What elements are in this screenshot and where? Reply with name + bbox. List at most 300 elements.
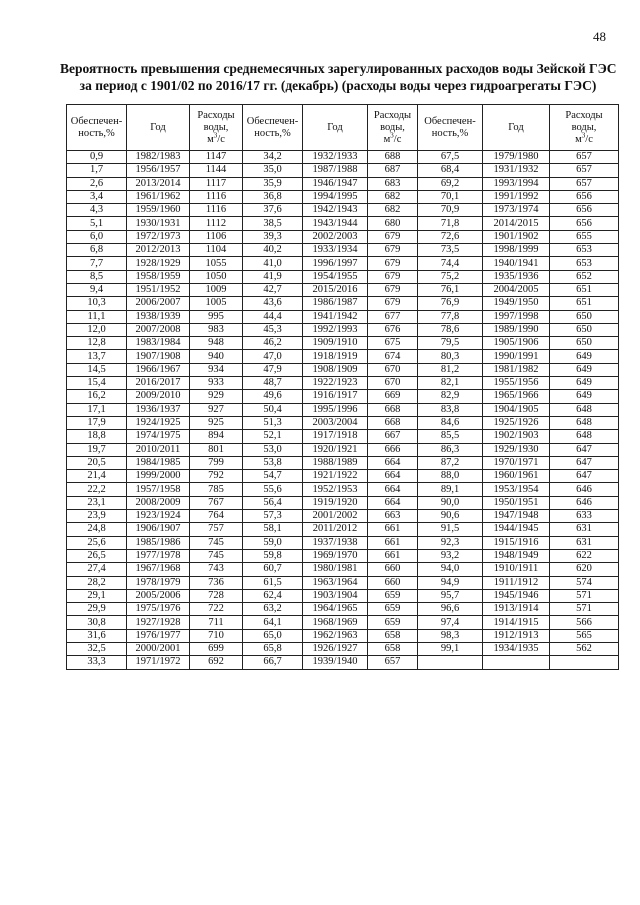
probability-cell: 48,7	[243, 377, 303, 390]
year-cell: 1948/1949	[483, 549, 550, 562]
probability-cell: 8,5	[67, 270, 127, 283]
table-row	[67, 350, 619, 363]
probability-cell: 86,3	[418, 443, 483, 456]
flow-cell: 1055	[190, 257, 243, 270]
year-cell: 1908/1909	[303, 363, 368, 376]
table-row	[67, 523, 619, 536]
year-cell: 1926/1927	[303, 642, 368, 655]
table-row	[67, 244, 619, 257]
probability-cell: 91,5	[418, 523, 483, 536]
probability-cell: 18,8	[67, 430, 127, 443]
year-cell: 1914/1915	[483, 616, 550, 629]
year-cell: 1936/1937	[127, 403, 190, 416]
flow-cell: 722	[190, 603, 243, 616]
flow-cell: 688	[368, 151, 418, 164]
flow-cell: 648	[550, 416, 619, 429]
probability-cell: 57,3	[243, 510, 303, 523]
probability-cell: 90,0	[418, 496, 483, 509]
year-cell: 1913/1914	[483, 603, 550, 616]
flow-cell: 647	[550, 456, 619, 469]
probability-cell: 12,0	[67, 323, 127, 336]
year-cell: 2011/2012	[303, 523, 368, 536]
year-cell: 1959/1960	[127, 204, 190, 217]
flow-cell: 1116	[190, 204, 243, 217]
probability-cell: 72,6	[418, 230, 483, 243]
year-cell: 1974/1975	[127, 430, 190, 443]
year-cell: 1986/1987	[303, 297, 368, 310]
table-row	[67, 151, 619, 164]
flow-cell: 657	[368, 656, 418, 669]
flow-cell: 745	[190, 536, 243, 549]
year-cell: 1969/1970	[303, 549, 368, 562]
probability-cell: 6,0	[67, 230, 127, 243]
probability-cell: 36,8	[243, 190, 303, 203]
year-cell: 1928/1929	[127, 257, 190, 270]
flow-cell: 657	[550, 177, 619, 190]
flow-cell: 670	[368, 377, 418, 390]
flow-cell: 668	[368, 416, 418, 429]
year-cell: 1924/1925	[127, 416, 190, 429]
probability-cell: 95,7	[418, 589, 483, 602]
probability-cell: 60,7	[243, 563, 303, 576]
year-cell: 2000/2001	[127, 642, 190, 655]
probability-cell: 81,2	[418, 363, 483, 376]
table-row	[67, 297, 619, 310]
flow-cell: 983	[190, 323, 243, 336]
table-row	[67, 337, 619, 350]
year-cell: 1951/1952	[127, 283, 190, 296]
year-cell: 1964/1965	[303, 603, 368, 616]
year-cell: 1960/1961	[483, 470, 550, 483]
probability-cell: 35,9	[243, 177, 303, 190]
flow-cell: 679	[368, 283, 418, 296]
year-cell: 1911/1912	[483, 576, 550, 589]
year-cell: 1916/1917	[303, 390, 368, 403]
flow-cell: 1144	[190, 164, 243, 177]
flow-cell: 934	[190, 363, 243, 376]
table-row	[67, 430, 619, 443]
probability-cell: 83,8	[418, 403, 483, 416]
title-line-1: Вероятность превышения среднемесячных зарегулированных расходов воды Зейской ГЭС	[60, 61, 617, 76]
probability-cell: 34,2	[243, 151, 303, 164]
year-cell: 1942/1943	[303, 204, 368, 217]
year-cell: 1939/1940	[303, 656, 368, 669]
year-cell: 1927/1928	[127, 616, 190, 629]
table-row	[67, 390, 619, 403]
flow-cell: 680	[368, 217, 418, 230]
probability-cell: 94,9	[418, 576, 483, 589]
header-probability: Обеспечен- ность,%	[243, 105, 303, 151]
year-cell: 1990/1991	[483, 350, 550, 363]
year-cell: 1935/1936	[483, 270, 550, 283]
probability-cell: 74,4	[418, 257, 483, 270]
flow-cell: 925	[190, 416, 243, 429]
probability-cell: 38,5	[243, 217, 303, 230]
probability-cell: 17,9	[67, 416, 127, 429]
year-cell: 2008/2009	[127, 496, 190, 509]
probability-cell: 11,1	[67, 310, 127, 323]
table-row	[67, 377, 619, 390]
flow-cell: 566	[550, 616, 619, 629]
probability-cell: 78,6	[418, 323, 483, 336]
flow-cell: 948	[190, 337, 243, 350]
year-cell: 1985/1986	[127, 536, 190, 549]
probability-cell: 50,4	[243, 403, 303, 416]
probability-cell: 54,7	[243, 470, 303, 483]
flow-cell: 933	[190, 377, 243, 390]
flow-cell: 663	[368, 510, 418, 523]
table-row	[67, 270, 619, 283]
probability-cell: 53,0	[243, 443, 303, 456]
flow-cell: 659	[368, 616, 418, 629]
probability-cell: 20,5	[67, 456, 127, 469]
flow-cell: 1117	[190, 177, 243, 190]
probability-cell: 16,2	[67, 390, 127, 403]
probability-cell: 7,7	[67, 257, 127, 270]
flow-cell: 679	[368, 230, 418, 243]
flow-cell: 646	[550, 496, 619, 509]
flow-cell: 648	[550, 430, 619, 443]
probability-cell: 32,5	[67, 642, 127, 655]
table-body	[67, 151, 619, 670]
year-cell: 1958/1959	[127, 270, 190, 283]
table-row	[67, 323, 619, 336]
year-cell: 1954/1955	[303, 270, 368, 283]
flow-cell: 664	[368, 470, 418, 483]
table-row	[67, 403, 619, 416]
probability-cell: 4,3	[67, 204, 127, 217]
year-cell: 1923/1924	[127, 510, 190, 523]
probability-cell: 41,9	[243, 270, 303, 283]
probability-cell: 79,5	[418, 337, 483, 350]
flow-cell: 677	[368, 310, 418, 323]
year-cell: 1961/1962	[127, 190, 190, 203]
probability-cell: 22,2	[67, 483, 127, 496]
year-cell: 2009/2010	[127, 390, 190, 403]
header-flow: Расходы воды, $м^3/с$	[368, 105, 418, 151]
year-cell: 1912/1913	[483, 629, 550, 642]
probability-cell: 70,9	[418, 204, 483, 217]
flow-cell: 633	[550, 510, 619, 523]
probability-cell: 49,6	[243, 390, 303, 403]
year-cell: 1950/1951	[483, 496, 550, 509]
year-cell: 1933/1934	[303, 244, 368, 257]
flow-cell: 728	[190, 589, 243, 602]
flow-cell: 711	[190, 616, 243, 629]
header-year: Год	[127, 105, 190, 151]
header-probability: Обеспечен- ность,%	[67, 105, 127, 151]
year-cell: 1945/1946	[483, 589, 550, 602]
probability-cell: 82,9	[418, 390, 483, 403]
flow-cell: 656	[550, 204, 619, 217]
probability-cell: 19,7	[67, 443, 127, 456]
flow-cell: 659	[368, 603, 418, 616]
header-flow: Расходы воды, $м^3/с$	[550, 105, 619, 151]
probability-cell: 15,4	[67, 377, 127, 390]
probability-cell: 2,6	[67, 177, 127, 190]
year-cell: 1981/1982	[483, 363, 550, 376]
flow-cell: 649	[550, 377, 619, 390]
year-cell: 2005/2006	[127, 589, 190, 602]
flow-cell: 657	[550, 164, 619, 177]
flow-cell: 710	[190, 629, 243, 642]
flow-cell: 660	[368, 563, 418, 576]
probability-cell: 13,7	[67, 350, 127, 363]
probability-cell: 47,0	[243, 350, 303, 363]
year-cell: 1952/1953	[303, 483, 368, 496]
year-cell: 1938/1939	[127, 310, 190, 323]
flow-cell: 661	[368, 523, 418, 536]
year-cell: 1953/1954	[483, 483, 550, 496]
flow-cell: 646	[550, 483, 619, 496]
probability-cell: 3,4	[67, 190, 127, 203]
probability-cell: 12,8	[67, 337, 127, 350]
probability-cell: 9,4	[67, 283, 127, 296]
probability-cell: 53,8	[243, 456, 303, 469]
probability-cell: 76,9	[418, 297, 483, 310]
probability-cell: 82,1	[418, 377, 483, 390]
table-row	[67, 456, 619, 469]
probability-cell: 65,0	[243, 629, 303, 642]
year-cell: 1918/1919	[303, 350, 368, 363]
year-cell: 1932/1933	[303, 151, 368, 164]
year-cell: 1963/1964	[303, 576, 368, 589]
flow-cell: 687	[368, 164, 418, 177]
year-cell: 1999/2000	[127, 470, 190, 483]
probability-cell: 37,6	[243, 204, 303, 217]
probability-cell: 92,3	[418, 536, 483, 549]
flow-cell: 655	[550, 230, 619, 243]
flow-cell: 736	[190, 576, 243, 589]
flow-cell: 656	[550, 190, 619, 203]
probability-cell: 80,3	[418, 350, 483, 363]
year-cell: 1995/1996	[303, 403, 368, 416]
probability-cell: 62,4	[243, 589, 303, 602]
probability-cell: 59,0	[243, 536, 303, 549]
probability-cell: 56,4	[243, 496, 303, 509]
flow-cell: 692	[190, 656, 243, 669]
flow-cell: 940	[190, 350, 243, 363]
header-flow: Расходы воды, $м^3/с$	[190, 105, 243, 151]
year-cell: 1901/1902	[483, 230, 550, 243]
year-cell: 1934/1935	[483, 642, 550, 655]
year-cell: 1994/1995	[303, 190, 368, 203]
year-cell: 1905/1906	[483, 337, 550, 350]
probability-cell: 61,5	[243, 576, 303, 589]
flow-cell: 767	[190, 496, 243, 509]
table-row	[67, 177, 619, 190]
table-row	[67, 496, 619, 509]
flow-cell: 764	[190, 510, 243, 523]
year-cell: 2016/2017	[127, 377, 190, 390]
flow-cell: 652	[550, 270, 619, 283]
flow-cell: 679	[368, 257, 418, 270]
probability-cell: 1,7	[67, 164, 127, 177]
probability-cell: 67,5	[418, 151, 483, 164]
year-cell: 1917/1918	[303, 430, 368, 443]
year-cell: 1929/1930	[483, 443, 550, 456]
flow-cell: 682	[368, 190, 418, 203]
table-row	[67, 190, 619, 203]
year-cell: 1930/1931	[127, 217, 190, 230]
table-row	[67, 576, 619, 589]
flow-cell: 676	[368, 323, 418, 336]
flow-cell: 661	[368, 536, 418, 549]
table-row	[67, 563, 619, 576]
year-cell: 1998/1999	[483, 244, 550, 257]
year-cell: 1989/1990	[483, 323, 550, 336]
flow-cell: 743	[190, 563, 243, 576]
flow-cell: 649	[550, 363, 619, 376]
probability-cell: 42,7	[243, 283, 303, 296]
year-cell: 2012/2013	[127, 244, 190, 257]
table-row	[67, 603, 619, 616]
year-cell: 1977/1978	[127, 549, 190, 562]
year-cell: 1949/1950	[483, 297, 550, 310]
probability-cell: 24,8	[67, 523, 127, 536]
probability-cell: 31,6	[67, 629, 127, 642]
year-cell: 1920/1921	[303, 443, 368, 456]
table-row	[67, 217, 619, 230]
year-cell: 2015/2016	[303, 283, 368, 296]
year-cell: 2013/2014	[127, 177, 190, 190]
flow-cell: 562	[550, 642, 619, 655]
probability-cell: 98,3	[418, 629, 483, 642]
flow-cell: 657	[550, 151, 619, 164]
probability-cell: 89,1	[418, 483, 483, 496]
table-row	[67, 656, 619, 669]
table-row	[67, 363, 619, 376]
year-cell: 1903/1904	[303, 589, 368, 602]
year-cell: 1979/1980	[483, 151, 550, 164]
year-cell: 1946/1947	[303, 177, 368, 190]
probability-cell: 90,6	[418, 510, 483, 523]
probability-cell: 29,9	[67, 603, 127, 616]
flow-cell: 785	[190, 483, 243, 496]
year-cell: 1987/1988	[303, 164, 368, 177]
table-row	[67, 230, 619, 243]
probability-cell: 93,2	[418, 549, 483, 562]
probability-cell: 5,1	[67, 217, 127, 230]
table-row	[67, 629, 619, 642]
flow-cell: 658	[368, 642, 418, 655]
flow-cell	[550, 656, 619, 669]
table-row	[67, 204, 619, 217]
flow-cell: 649	[550, 350, 619, 363]
probability-cell: 68,4	[418, 164, 483, 177]
probability-cell: 96,6	[418, 603, 483, 616]
flow-cell: 647	[550, 443, 619, 456]
flow-cell: 1106	[190, 230, 243, 243]
table-row	[67, 589, 619, 602]
year-cell: 1956/1957	[127, 164, 190, 177]
probability-cell: 39,3	[243, 230, 303, 243]
year-cell: 1904/1905	[483, 403, 550, 416]
table-row	[67, 549, 619, 562]
probability-cell: 87,2	[418, 456, 483, 469]
table-row	[67, 642, 619, 655]
flow-cell: 675	[368, 337, 418, 350]
year-cell: 1922/1923	[303, 377, 368, 390]
flow-cell: 927	[190, 403, 243, 416]
table-row	[67, 257, 619, 270]
probability-cell: 23,1	[67, 496, 127, 509]
header-row	[67, 105, 619, 151]
probability-cell: 10,3	[67, 297, 127, 310]
flow-cell: 660	[368, 576, 418, 589]
year-cell: 1967/1968	[127, 563, 190, 576]
year-cell: 1907/1908	[127, 350, 190, 363]
year-cell: 1931/1932	[483, 164, 550, 177]
probability-cell: 46,2	[243, 337, 303, 350]
flow-cell: 1009	[190, 283, 243, 296]
probability-cell: 43,6	[243, 297, 303, 310]
year-cell: 1941/1942	[303, 310, 368, 323]
flow-cell: 801	[190, 443, 243, 456]
probability-cell: 63,2	[243, 603, 303, 616]
year-cell: 1978/1979	[127, 576, 190, 589]
flow-cell: 664	[368, 456, 418, 469]
flow-cell: 656	[550, 217, 619, 230]
year-cell: 1937/1938	[303, 536, 368, 549]
year-cell: 1944/1945	[483, 523, 550, 536]
year-cell: 1909/1910	[303, 337, 368, 350]
probability-cell: 29,1	[67, 589, 127, 602]
year-cell: 1982/1983	[127, 151, 190, 164]
flow-cell: 664	[368, 496, 418, 509]
header-year: Год	[303, 105, 368, 151]
year-cell: 1976/1977	[127, 629, 190, 642]
year-cell: 1906/1907	[127, 523, 190, 536]
header-probability: Обеспечен- ность,%	[418, 105, 483, 151]
probability-cell: 71,8	[418, 217, 483, 230]
year-cell: 2004/2005	[483, 283, 550, 296]
probability-cell: 27,4	[67, 563, 127, 576]
year-cell: 1988/1989	[303, 456, 368, 469]
year-cell: 1962/1963	[303, 629, 368, 642]
flow-cell: 792	[190, 470, 243, 483]
probability-cell: 51,3	[243, 416, 303, 429]
probability-cell: 6,8	[67, 244, 127, 257]
probability-cell: 25,6	[67, 536, 127, 549]
year-cell: 1957/1958	[127, 483, 190, 496]
probability-cell: 0,9	[67, 151, 127, 164]
probability-cell: 28,2	[67, 576, 127, 589]
flow-cell: 650	[550, 337, 619, 350]
year-cell: 1984/1985	[127, 456, 190, 469]
probability-cell: 14,5	[67, 363, 127, 376]
flow-cell: 664	[368, 483, 418, 496]
flow-cell: 650	[550, 310, 619, 323]
flow-cell: 929	[190, 390, 243, 403]
flow-cell: 1005	[190, 297, 243, 310]
flow-cell: 565	[550, 629, 619, 642]
table-row	[67, 416, 619, 429]
flow-cell: 670	[368, 363, 418, 376]
year-cell: 2006/2007	[127, 297, 190, 310]
year-cell: 1972/1973	[127, 230, 190, 243]
flow-cell: 574	[550, 576, 619, 589]
probability-cell: 45,3	[243, 323, 303, 336]
flow-cell: 1116	[190, 190, 243, 203]
probability-cell: 44,4	[243, 310, 303, 323]
flow-cell: 653	[550, 257, 619, 270]
flow-cell: 650	[550, 323, 619, 336]
year-cell: 1970/1971	[483, 456, 550, 469]
year-cell: 1943/1944	[303, 217, 368, 230]
probability-cell: 47,9	[243, 363, 303, 376]
year-cell: 1947/1948	[483, 510, 550, 523]
